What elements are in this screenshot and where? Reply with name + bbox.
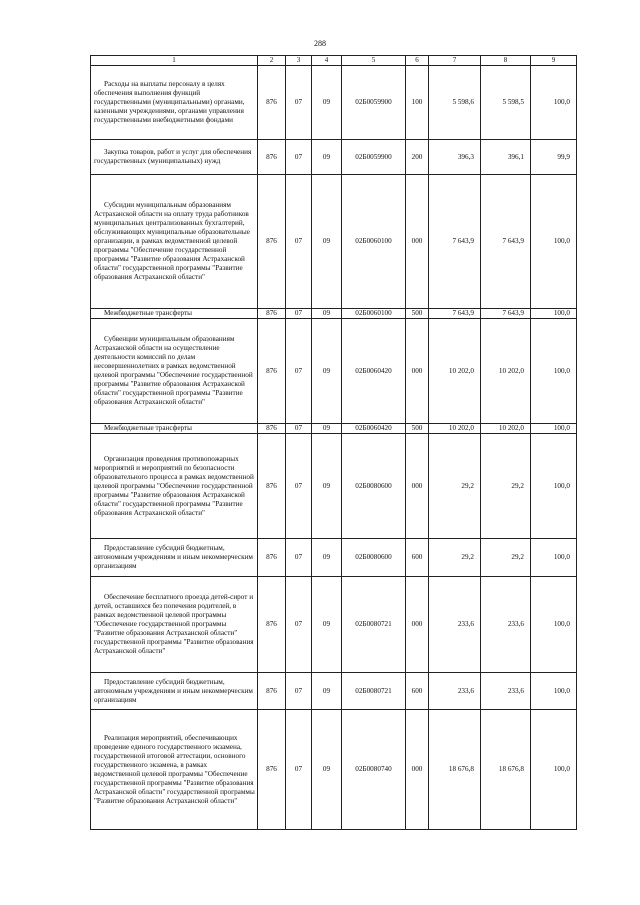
planned-amount: 29,2 <box>429 434 481 539</box>
executed-amount: 10 202,0 <box>481 424 531 434</box>
execution-percent: 100,0 <box>531 539 577 577</box>
ministry-code: 876 <box>258 577 286 673</box>
target-article-code: 02Б0080721 <box>342 673 406 710</box>
ministry-code: 876 <box>258 424 286 434</box>
executed-amount: 233,6 <box>481 673 531 710</box>
target-article-code: 02Б0080740 <box>342 710 406 830</box>
subsection-code: 09 <box>312 710 342 830</box>
ministry-code: 876 <box>258 434 286 539</box>
row-description: Субвенции муниципальным образованиям Астраханской области на осуществление деятельности комиссий по делам несовершеннолетних в рамках ведомственной целевой программы "Обеспечение государственной программы "Развитие образования Астраханской области" государственной программы "Развитие образования Астраханской области" <box>91 319 258 424</box>
column-header: 3 <box>286 56 312 66</box>
table-row <box>91 140 577 175</box>
expense-type-code: 000 <box>406 319 429 424</box>
budget-table <box>90 55 577 830</box>
target-article-code: 02Б0080721 <box>342 577 406 673</box>
planned-amount: 10 202,0 <box>429 424 481 434</box>
planned-amount: 233,6 <box>429 577 481 673</box>
expense-type-code: 000 <box>406 434 429 539</box>
column-header: 2 <box>258 56 286 66</box>
executed-amount: 7 643,9 <box>481 175 531 309</box>
subsection-code: 09 <box>312 424 342 434</box>
planned-amount: 18 676,8 <box>429 710 481 830</box>
execution-percent: 100,0 <box>531 434 577 539</box>
table-row <box>91 175 577 309</box>
section-code: 07 <box>286 319 312 424</box>
row-description: Обеспечение бесплатного проезда детей-сирот и детей, оставшихся без попечения родителей, в рамках ведомственной целевой программы "Обеспечение государственной программы "Развитие образования Астраханской области" государственной программы "Развитие образования Астраханской области" <box>91 577 258 673</box>
section-code: 07 <box>286 66 312 140</box>
expense-type-code: 500 <box>406 424 429 434</box>
execution-percent: 100,0 <box>531 710 577 830</box>
section-code: 07 <box>286 539 312 577</box>
subsection-code: 09 <box>312 140 342 175</box>
execution-percent: 100,0 <box>531 319 577 424</box>
table-row <box>91 539 577 577</box>
ministry-code: 876 <box>258 319 286 424</box>
expense-type-code: 500 <box>406 309 429 319</box>
ministry-code: 876 <box>258 140 286 175</box>
executed-amount: 29,2 <box>481 539 531 577</box>
executed-amount: 233,6 <box>481 577 531 673</box>
target-article-code: 02Б0080600 <box>342 539 406 577</box>
subsection-code: 09 <box>312 577 342 673</box>
ministry-code: 876 <box>258 710 286 830</box>
execution-percent: 100,0 <box>531 424 577 434</box>
target-article-code: 02Б0060100 <box>342 309 406 319</box>
planned-amount: 233,6 <box>429 673 481 710</box>
expense-type-code: 000 <box>406 577 429 673</box>
planned-amount: 7 643,9 <box>429 309 481 319</box>
target-article-code: 02Б0060420 <box>342 424 406 434</box>
execution-percent: 100,0 <box>531 577 577 673</box>
executed-amount: 396,1 <box>481 140 531 175</box>
planned-amount: 396,3 <box>429 140 481 175</box>
execution-percent: 99,9 <box>531 140 577 175</box>
section-code: 07 <box>286 577 312 673</box>
target-article-code: 02Б0059900 <box>342 66 406 140</box>
expense-type-code: 100 <box>406 66 429 140</box>
column-header: 9 <box>531 56 577 66</box>
column-header: 5 <box>342 56 406 66</box>
section-code: 07 <box>286 175 312 309</box>
ministry-code: 876 <box>258 673 286 710</box>
planned-amount: 10 202,0 <box>429 319 481 424</box>
table-row <box>91 309 577 319</box>
table-row <box>91 710 577 830</box>
planned-amount: 5 598,6 <box>429 66 481 140</box>
execution-percent: 100,0 <box>531 673 577 710</box>
section-code: 07 <box>286 434 312 539</box>
subsection-code: 09 <box>312 673 342 710</box>
executed-amount: 7 643,9 <box>481 309 531 319</box>
section-code: 07 <box>286 673 312 710</box>
subsection-code: 09 <box>312 175 342 309</box>
subsection-code: 09 <box>312 309 342 319</box>
column-number-row <box>91 56 577 66</box>
table-row <box>91 673 577 710</box>
table-row <box>91 319 577 424</box>
executed-amount: 29,2 <box>481 434 531 539</box>
row-description: Субсидии муниципальным образованиям Астраханской области на оплату труда работников муниципальных централизованных бухгалтерий, обслуживающих муниципальные образовательные организации, в рамках ведомственной целевой программы "Обеспечение государственной программы "Развитие образования Астраханской области" государственной программы "Развитие образования Астраханской области" <box>91 175 258 309</box>
executed-amount: 5 598,5 <box>481 66 531 140</box>
page-number: 288 <box>314 39 326 48</box>
row-description: Организация проведения противопожарных мероприятий и мероприятий по безопасности образовательного процесса в рамках ведомственной целевой программы "Обеспечение государственной программы "Развитие образования Астраханской области" государственной программы "Развитие образования Астраханской области" <box>91 434 258 539</box>
table-row <box>91 66 577 140</box>
column-header: 4 <box>312 56 342 66</box>
expense-type-code: 000 <box>406 175 429 309</box>
ministry-code: 876 <box>258 66 286 140</box>
row-description: Расходы на выплаты персоналу в целях обеспечения выполнения функций государственными (муниципальными) органами, казенными учреждениями, органами управления государственными внебюджетными фондами <box>91 66 258 140</box>
expense-type-code: 600 <box>406 539 429 577</box>
executed-amount: 18 676,8 <box>481 710 531 830</box>
section-code: 07 <box>286 309 312 319</box>
execution-percent: 100,0 <box>531 175 577 309</box>
execution-percent: 100,0 <box>531 309 577 319</box>
expense-type-code: 600 <box>406 673 429 710</box>
row-description: Реализация мероприятий, обеспечивающих проведение единого государственного экзамена, государственной итоговой аттестации, основного государственного экзамена, в рамках ведомственной целевой программы "Обеспечение государственной программы "Развитие образования Астраханской области" государственной программы "Развитие образования Астраханской области" <box>91 710 258 830</box>
planned-amount: 7 643,9 <box>429 175 481 309</box>
subsection-code: 09 <box>312 434 342 539</box>
column-header: 8 <box>481 56 531 66</box>
executed-amount: 10 202,0 <box>481 319 531 424</box>
execution-percent: 100,0 <box>531 66 577 140</box>
expense-type-code: 000 <box>406 710 429 830</box>
target-article-code: 02Б0060100 <box>342 175 406 309</box>
ministry-code: 876 <box>258 175 286 309</box>
column-header: 1 <box>91 56 258 66</box>
target-article-code: 02Б0059900 <box>342 140 406 175</box>
table-row <box>91 577 577 673</box>
section-code: 07 <box>286 424 312 434</box>
target-article-code: 02Б0080600 <box>342 434 406 539</box>
row-description: Межбюджетные трансферты <box>91 424 258 434</box>
row-description: Закупка товаров, работ и услуг для обеспечения государственных (муниципальных) нужд <box>91 140 258 175</box>
table-row <box>91 424 577 434</box>
row-description: Предоставление субсидий бюджетным, автономным учреждениям и иным некоммерческим организациям <box>91 673 258 710</box>
expense-type-code: 200 <box>406 140 429 175</box>
ministry-code: 876 <box>258 539 286 577</box>
table-row <box>91 434 577 539</box>
subsection-code: 09 <box>312 539 342 577</box>
target-article-code: 02Б0060420 <box>342 319 406 424</box>
row-description: Межбюджетные трансферты <box>91 309 258 319</box>
section-code: 07 <box>286 710 312 830</box>
section-code: 07 <box>286 140 312 175</box>
ministry-code: 876 <box>258 309 286 319</box>
subsection-code: 09 <box>312 319 342 424</box>
row-description: Предоставление субсидий бюджетным, автономным учреждениям и иным некоммерческим организациям <box>91 539 258 577</box>
column-header: 6 <box>406 56 429 66</box>
column-header: 7 <box>429 56 481 66</box>
subsection-code: 09 <box>312 66 342 140</box>
planned-amount: 29,2 <box>429 539 481 577</box>
